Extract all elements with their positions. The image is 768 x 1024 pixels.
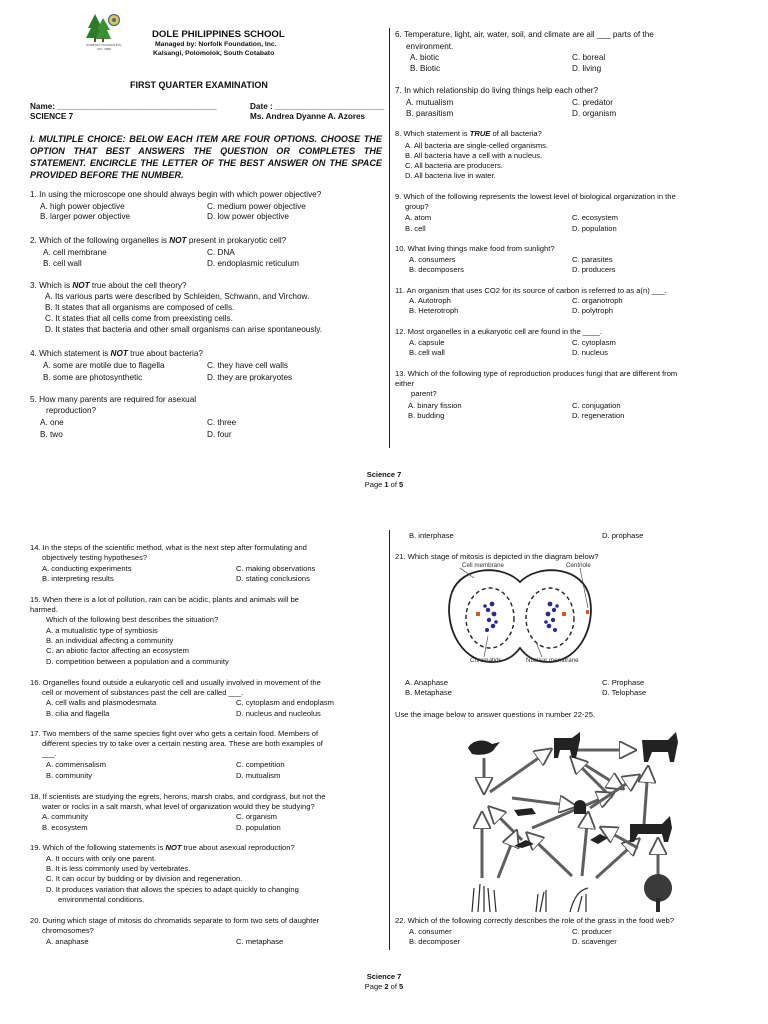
footer-page-total: 5: [399, 480, 404, 489]
question-7: 7. In which relationship do living things help each other?: [395, 86, 598, 95]
q12-option-b[interactable]: B. cell wall: [409, 348, 445, 357]
q11-option-a[interactable]: A. Autotroph: [409, 296, 451, 305]
q17-option-d[interactable]: D. mutualism: [236, 771, 281, 780]
q2-option-b[interactable]: B. cell wall: [43, 259, 82, 268]
question-1: [30, 190, 321, 200]
q6-option-b[interactable]: B. Biotic: [410, 64, 441, 73]
footer-page-of: of: [388, 982, 400, 991]
question-11: 11. An organism that uses CO2 for its source of carbon is referred to as a(n) ___.: [395, 286, 667, 295]
column-divider-page1: [389, 28, 390, 448]
question-21: 21. Which stage of mitosis is depicted in the diagram below?: [395, 552, 599, 561]
q18-option-c[interactable]: C. organism: [236, 812, 277, 821]
question-13-cont2: parent?: [411, 389, 437, 398]
question-16: 16. Organelles found outside a eukaryotic cell and usually involved in movement of the: [30, 678, 321, 687]
q14-option-c[interactable]: C. making observations: [236, 564, 316, 573]
q11-option-d[interactable]: D. polytroph: [572, 306, 613, 315]
q6-option-d[interactable]: D. living: [572, 64, 602, 73]
q8-emphasis: TRUE: [469, 129, 491, 138]
q6-option-c[interactable]: C. boreal: [572, 53, 606, 62]
question-9: 9. Which of the following represents the lowest level of biological organization in the: [395, 192, 676, 201]
q19-emphasis: NOT: [165, 843, 182, 852]
q14-option-b[interactable]: B. interpreting results: [42, 574, 114, 583]
q5-option-a[interactable]: A. one: [40, 418, 64, 427]
q12-option-d[interactable]: D. nucleus: [572, 348, 608, 357]
q22-option-d[interactable]: D. scavenger: [572, 937, 617, 946]
footer-subject: Science 7: [366, 972, 402, 981]
question-22: 22. Which of the following correctly describes the role of the grass in the food web?: [395, 916, 675, 925]
q3-emphasis: NOT: [72, 281, 90, 290]
question-5: 5. How many parents are required for asexual: [30, 395, 197, 404]
q2-text-post: present in prokaryotic cell?: [186, 236, 287, 245]
q20-option-b[interactable]: B. interphase: [409, 531, 454, 540]
school-address: Kalsangi, Polomolok, South Cotabato: [153, 50, 275, 57]
q17-option-a[interactable]: A. commensalism: [46, 760, 106, 769]
q11-option-c[interactable]: C. organotroph: [572, 296, 623, 305]
question-19: [30, 843, 295, 853]
q8-option-a[interactable]: A. All bacteria are single-celled organisms.: [405, 141, 549, 150]
footer-page-current: 2: [384, 982, 389, 991]
q9-option-a[interactable]: A. atom: [405, 213, 432, 222]
teacher-name: Ms. Andrea Dyanne A. Azores: [250, 112, 366, 121]
column-divider-page2: [389, 530, 390, 950]
q13-option-c[interactable]: C. conjugation: [572, 401, 621, 410]
q9-option-d[interactable]: D. population: [572, 224, 617, 233]
q8-option-c[interactable]: C. All bacteria are producers.: [405, 161, 503, 170]
footer-page-total: 5: [399, 982, 404, 991]
q7-option-d[interactable]: D. organism: [572, 109, 617, 118]
question-1-text: 1. In using the microscope one should always begin with which power objective?: [30, 190, 322, 199]
q3-text-post: true about the cell theory?: [89, 281, 187, 290]
footer-page-1: [0, 470, 768, 490]
q3-text-pre: 3. Which is: [30, 281, 73, 290]
q5-option-b[interactable]: B. two: [40, 430, 63, 439]
question-18-cont: water or rocks in a salt marsh, what level of organization would they be studying?: [42, 802, 315, 811]
q4-text-pre: 4. Which statement is: [30, 349, 111, 358]
q2-emphasis: NOT: [169, 236, 187, 245]
q2-option-c[interactable]: C. DNA: [207, 248, 235, 257]
question-6-cont: environment.: [406, 42, 454, 51]
footer-page-prefix: Page: [364, 982, 385, 991]
q14-option-d[interactable]: D. stating conclusions: [236, 574, 310, 583]
label-centriole: Centriole: [566, 562, 591, 569]
q13-option-d[interactable]: D. regeneration: [572, 411, 625, 420]
q5-option-c[interactable]: C. three: [207, 418, 237, 427]
footer-page-2: [0, 972, 768, 992]
q17-option-c[interactable]: C. competition: [236, 760, 285, 769]
question-10: 10. What living things make food from sunlight?: [395, 244, 555, 253]
q19-text-post: true about asexual reproduction?: [181, 843, 295, 852]
q16-option-d[interactable]: D. nucleus and nucleolus: [236, 709, 321, 718]
question-20-cont: chromosomes?: [42, 926, 94, 935]
question-16-cont: cell or movement of substances past the cell are called ___.: [42, 688, 244, 697]
q3-option-a[interactable]: A. Its various parts were described by Schleiden, Schwann, and Virchow.: [45, 292, 310, 301]
q3-option-b[interactable]: B. It states that all organisms are composed of cells.: [45, 303, 235, 312]
q1-option-c[interactable]: C. medium power objective: [207, 202, 306, 211]
question-17-cont1: different species try to take over a certain nesting area. These are both examples of: [42, 739, 323, 748]
label-chromatids: Chromatids: [470, 657, 502, 664]
q22-option-a[interactable]: A. consumer: [409, 927, 452, 936]
q6-option-a[interactable]: A. biotic: [410, 53, 440, 62]
footer-subject: Science 7: [366, 470, 402, 479]
q19-option-b[interactable]: B. It is less commonly used by vertebrates.: [46, 864, 191, 873]
footer-page-prefix: Page: [364, 480, 385, 489]
managed-by: Managed by: Norfolk Foundation, Inc.: [155, 41, 277, 48]
q8-text-pre: 8. Which statement is: [395, 129, 470, 138]
question-9-cont: group?: [405, 202, 429, 211]
q9-option-c[interactable]: C. ecosystem: [572, 213, 618, 222]
q18-option-a[interactable]: A. community: [42, 812, 88, 821]
q1-option-a[interactable]: A. high power objective: [40, 202, 125, 211]
question-4: [30, 349, 203, 359]
q4-option-a[interactable]: A. some are motile due to flagella: [43, 361, 165, 370]
logo-caption: NORFOLK FOUNDATION, INC. 1958: [86, 43, 122, 51]
q8-text-post: of all bacteria?: [490, 129, 542, 138]
question-2: [30, 236, 286, 246]
q7-option-a[interactable]: A. mutualism: [406, 98, 454, 107]
question-3: [30, 281, 187, 291]
q4-option-d[interactable]: D. they are prokaryotes: [207, 373, 293, 382]
foodweb-intro: Use the image below to answer questions in number 22-25.: [395, 710, 596, 719]
q21-option-b[interactable]: B. Metaphase: [405, 688, 452, 697]
footer-page-number: [0, 480, 768, 490]
subject-label: SCIENCE 7: [30, 112, 74, 121]
q18-option-d[interactable]: D. population: [236, 823, 281, 832]
q10-option-c[interactable]: C. parasites: [572, 255, 613, 264]
question-6: 6. Temperature, light, air, water, soil, and climate are all ___ parts of the: [395, 30, 654, 39]
question-14-cont: objectively testing hypotheses?: [42, 553, 148, 562]
q3-option-d[interactable]: D. It states that bacteria and other small organisms can arise spontaneously.: [45, 325, 322, 334]
q7-option-b[interactable]: B. parasitism: [406, 109, 454, 118]
instructions: I. MULTIPLE CHOICE: BELOW EACH ITEM ARE FOUR OPTIONS. CHOOSE THE OPTION THAT BEST ANSWERS THE QUESTION OR COMPLETES THE STATEMENT. ENCIRCLE THE LETTER OF THE BEST ANSWER ON THE SPACE PROVIDED BEFORE THE NUMBER.: [30, 134, 382, 180]
question-13-cont1: either: [395, 379, 414, 388]
question-20: 20. During which stage of mitosis do chromatids separate to form two sets of daughter: [30, 916, 320, 925]
q21-option-d[interactable]: D. Telophase: [602, 688, 647, 697]
q3-option-c[interactable]: C. It states that all cells come from preexisting cells.: [45, 314, 233, 323]
question-14: 14. In the steps of the scientific method, what is the next step after formulating and: [30, 543, 307, 552]
question-17-cont2: ___.: [42, 749, 57, 758]
q16-option-c[interactable]: C. cytoplasm and endoplasm: [236, 698, 334, 707]
q2-option-d[interactable]: D. endoplasmic reticulum: [207, 259, 299, 268]
q19-option-a[interactable]: A. It occurs with only one parent.: [46, 854, 157, 863]
footer-page-number: [0, 982, 768, 992]
q2-option-a[interactable]: A. cell membrane: [43, 248, 107, 257]
q10-option-b[interactable]: B. decomposers: [409, 265, 464, 274]
question-8: [395, 129, 542, 139]
label-cell-membrane: Cell membrane: [462, 562, 504, 569]
question-18: 18. If scientists are studying the egrets, herons, marsh crabs, and cordgrass, but not the: [30, 792, 326, 801]
school-name: DOLE PHILIPPINES SCHOOL: [152, 29, 285, 40]
q19-option-c[interactable]: C. It can occur by budding or by division and regeneration.: [46, 874, 243, 883]
q20-option-a[interactable]: A. anaphase: [46, 937, 89, 946]
q19-option-d-cont: environmental conditions.: [58, 895, 145, 904]
q19-text-pre: 19. Which of the following statements is: [30, 843, 166, 852]
q15-option-a[interactable]: A. a mutualistic type of symbiosis: [46, 626, 158, 635]
q19-option-d[interactable]: D. It produces variation that allows the species to adapt quickly to changing: [46, 885, 299, 894]
q9-option-b[interactable]: B. cell: [405, 224, 426, 233]
school-logo: [86, 12, 122, 54]
q11-option-b[interactable]: B. Heterotroph: [409, 306, 459, 315]
name-field[interactable]: Name: ___________________________________: [30, 102, 217, 111]
q16-option-b[interactable]: B. cilia and flagella: [46, 709, 110, 718]
q7-option-c[interactable]: C. predator: [572, 98, 613, 107]
q17-option-b[interactable]: B. community: [46, 771, 92, 780]
q22-option-c[interactable]: C. producer: [572, 927, 612, 936]
exam-title: FIRST QUARTER EXAMINATION: [130, 80, 268, 90]
q21-option-a[interactable]: A. Anaphase: [405, 678, 449, 687]
question-13: 13. Which of the following type of reproduction produces fungi that are different from: [395, 369, 678, 378]
question-15-cont2: Which of the following best describes the situation?: [46, 615, 219, 624]
q13-option-a[interactable]: A. binary fission: [408, 401, 462, 410]
q4-text-post: true about bacteria?: [127, 349, 203, 358]
mitosis-diagram: [440, 562, 600, 670]
q14-option-a[interactable]: A. conducting experiments: [42, 564, 132, 573]
question-12: 12. Most organelles in a eukaryotic cell are found in the ____.: [395, 327, 602, 336]
q15-option-d[interactable]: D. competition between a population and a community: [46, 657, 229, 666]
q12-option-c[interactable]: C. cytoplasm: [572, 338, 616, 347]
date-field[interactable]: Date : ________________________: [250, 102, 385, 111]
footer-page-of: of: [388, 480, 400, 489]
q4-option-c[interactable]: C. they have cell walls: [207, 361, 288, 370]
q1-option-d[interactable]: D. low power objective: [207, 212, 289, 221]
q4-emphasis: NOT: [110, 349, 128, 358]
q16-option-a[interactable]: A. cell walls and plasmodesmata: [46, 698, 157, 707]
q18-option-b[interactable]: B. ecosystem: [42, 823, 88, 832]
food-web-diagram: [462, 728, 686, 914]
q15-option-b[interactable]: B. an individual affecting a community: [46, 636, 174, 645]
q21-option-c[interactable]: C. Prophase: [602, 678, 645, 687]
q10-option-a[interactable]: A. consumers: [409, 255, 456, 264]
q13-option-b[interactable]: B. budding: [408, 411, 445, 420]
question-17: 17. Two members of the same species fight over who gets a certain food. Members of: [30, 729, 319, 738]
q8-option-d[interactable]: D. All bacteria live in water.: [405, 171, 496, 180]
footer-page-current: 1: [384, 480, 389, 489]
question-5-cont: reproduction?: [46, 406, 97, 415]
q20-option-d[interactable]: D. prophase: [602, 531, 644, 540]
q1-option-b[interactable]: B. larger power objective: [40, 212, 131, 221]
q20-option-c[interactable]: C. metaphase: [236, 937, 284, 946]
q12-option-a[interactable]: A. capsule: [409, 338, 445, 347]
q8-option-b[interactable]: B. All bacteria have a cell with a nucleus.: [405, 151, 543, 160]
question-15: 15. When there is a lot of pollution, rain can be acidic, plants and animals will be: [30, 595, 299, 604]
q5-option-d[interactable]: D. four: [207, 430, 232, 439]
q10-option-d[interactable]: D. producers: [572, 265, 616, 274]
q22-option-b[interactable]: B. decomposer: [409, 937, 461, 946]
q2-text-pre: 2. Which of the following organelles is: [30, 236, 170, 245]
label-nuclear-membrane: Nuclear membrane: [526, 657, 579, 664]
q4-option-b[interactable]: B. some are photosynthetic: [43, 373, 143, 382]
q15-option-c[interactable]: C. an abiotic factor affecting an ecosystem: [46, 646, 189, 655]
question-15-cont1: harmed.: [30, 605, 58, 614]
